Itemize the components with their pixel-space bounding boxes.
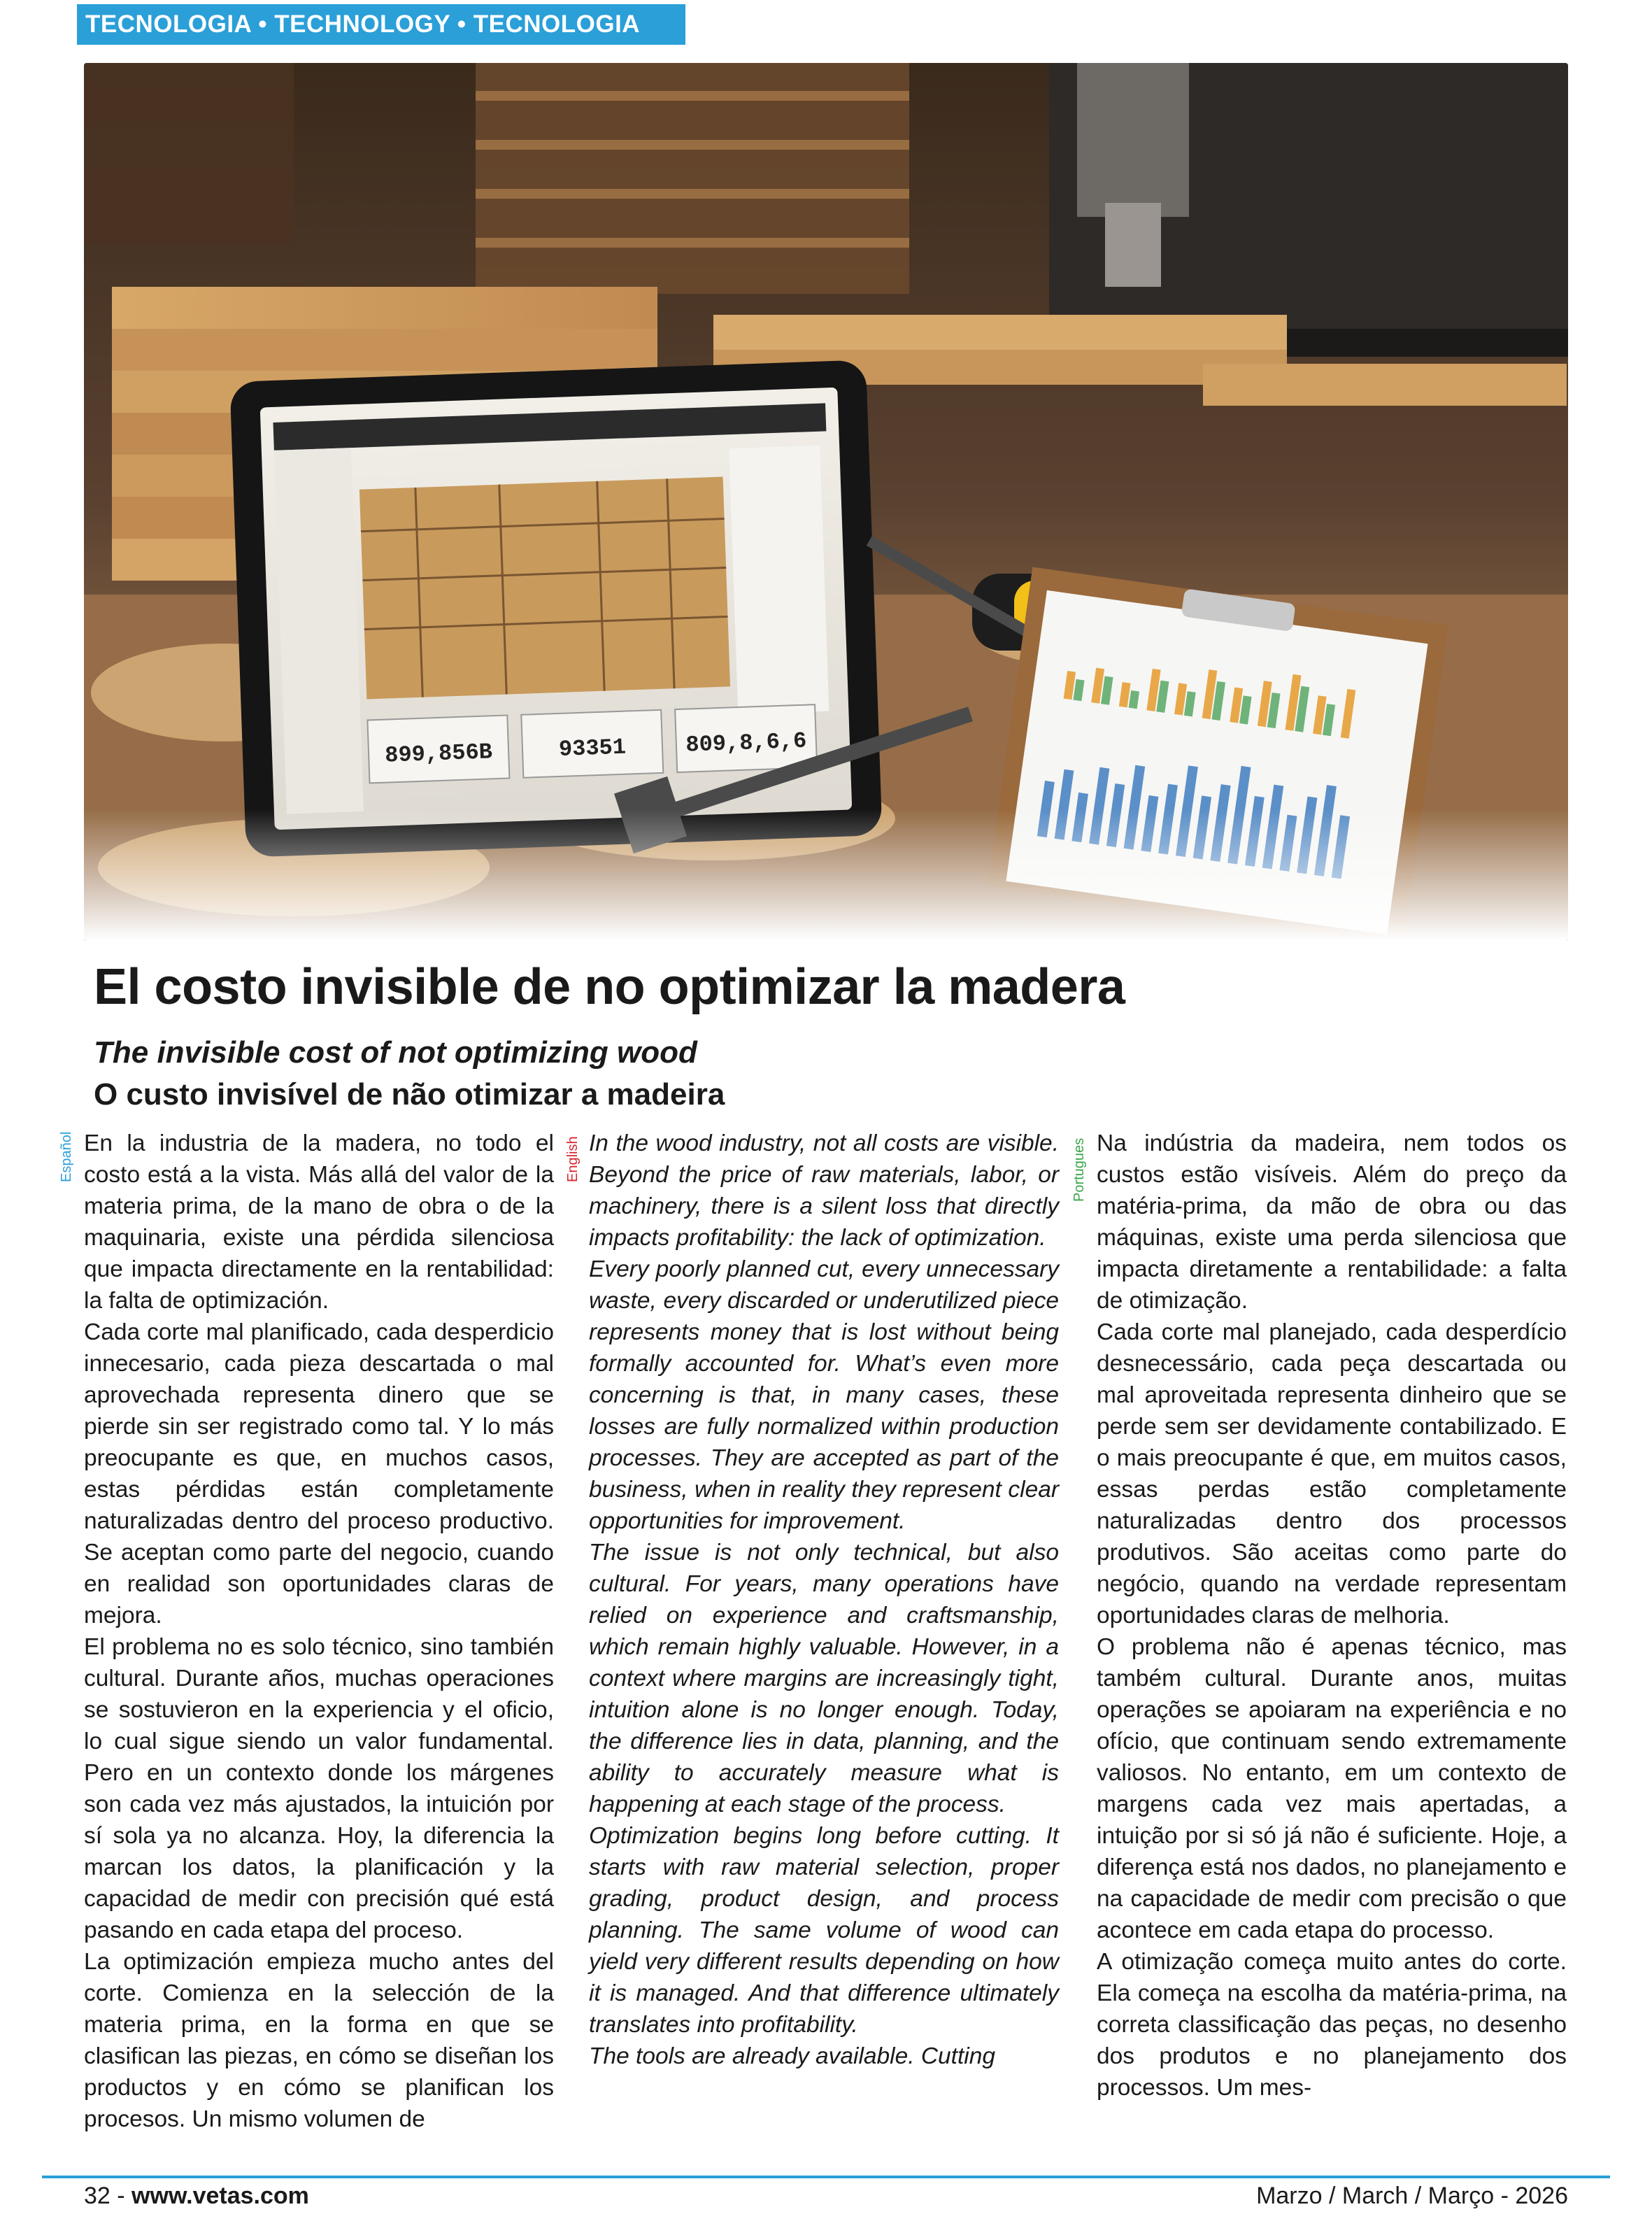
page-number: 32 - bbox=[84, 2183, 125, 2209]
footer-page-info bbox=[84, 2183, 309, 2210]
footer-divider bbox=[42, 2176, 1610, 2178]
paragraph: Optimization begins long before cutting. It starts with raw material selection, proper grading, product design, and process planning. The same volume of wood can yield very different results depending on how it is managed. And that difference ultimately translates into profitability. bbox=[589, 1823, 1059, 2038]
paragraph: A otimização começa muito antes do corte. Ela começa na escolha da matéria-prima, na correta classificação das peças, no desenho dos produtos e no planejamento dos processos. Um mes- bbox=[1097, 1949, 1567, 2101]
article-title-pt: O custo invisível de não otimizar a madeira bbox=[94, 1077, 725, 1112]
paragraph: Cada corte mal planificado, cada desperdicio innecesario, cada pieza descartada o mal aprovechada representa dinero que se pierde sin ser registrado como tal. Y lo más preocupante es que, en muchos casos, estas pérdidas están completamente naturalizadas dentro del proceso productivo. Se aceptan como parte del negocio, cuando en realidad son oportunidades claras de mejora. bbox=[84, 1319, 554, 1629]
site-link[interactable]: www.vetas.com bbox=[131, 2183, 309, 2209]
lang-label-pt: Portugues bbox=[1071, 1137, 1087, 1202]
paragraph: In the wood industry, not all costs are visible. Beyond the price of raw materials, labor, or machinery, there is a silent loss that directly impacts profitability: the lack of optimization. bbox=[589, 1130, 1059, 1251]
column-portuguese bbox=[1097, 1128, 1567, 2103]
paragraph: El problema no es solo técnico, sino también cultural. Durante años, muchas operaciones se sostuvieron en la experiencia y el oficio, lo cual sigue siendo un valor fundamental. Pero en un contexto donde los márgenes son cada vez más ajustados, la intuición por sí sola ya no alcanza. Hoy, la diferencia la marcan los datos, la planificación y la capacidad de medir con precisión qué está pasando en cada etapa del proceso. bbox=[84, 1634, 554, 1943]
paragraph: The tools are already available. Cutting bbox=[589, 2043, 995, 2069]
paragraph: La optimización empieza mucho antes del corte. Comienza en la selección de la materia prima, en la forma en que se clasifican las piezas, en cómo se diseñan los productos y en cómo se planifican los procesos. Un mismo volumen de bbox=[84, 1949, 554, 2132]
section-tag: TECNOLOGIA • TECHNOLOGY • TECNOLOGIA bbox=[77, 4, 685, 45]
paragraph: Na indústria da madeira, nem todos os custos estão visíveis. Além do preço da matéria-prima, da mão de obra ou das máquinas, existe uma perda silenciosa que impacta diretamente a rentabilidade: a falta de otimização. bbox=[1097, 1130, 1567, 1314]
footer-issue-date: Marzo / March / Março - 2026 bbox=[1256, 2183, 1568, 2209]
paragraph: The issue is not only technical, but also cultural. For years, many operations have relied on experience and craftsmanship, which remain highly valuable. However, in a context where margins are increasingly tight, intuition alone is no longer enough. Today, the difference lies in data, planning, and the ability to accurately measure what is happening at each stage of the process. bbox=[589, 1540, 1059, 1817]
lang-label-es: Español bbox=[59, 1131, 74, 1182]
column-spanish bbox=[84, 1128, 554, 2135]
paragraph: En la industria de la madera, no todo el costo está a la vista. Más allá del valor de la materia prima, de la mano de obra o de la maquinaria, existe una pérdida silenciosa que impacta directamente en la rentabilidad: la falta de optimización. bbox=[84, 1130, 554, 1314]
paragraph: O problema não é apenas técnico, mas também cultural. Durante anos, muitas operações se apoiaram na experiência e no ofício, que continuam sendo extremamente valiosos. No entanto, em um contexto de margens cada vez mais apertadas, a intuição por si só já não é suficiente. Hoje, a diferença está nos dados, no planejamento e na capacidade de medir com precisão o que acontece em cada etapa do processo. bbox=[1097, 1634, 1567, 1943]
article-title-es: El costo invisible de no optimizar la madera bbox=[94, 959, 1125, 1015]
column-english bbox=[589, 1128, 1059, 2072]
article-title-en: The invisible cost of not optimizing wood bbox=[94, 1035, 697, 1070]
lang-label-en: English bbox=[565, 1136, 581, 1182]
paragraph: Every poorly planned cut, every unnecessary waste, every discarded or underutilized piece represents money that is lost without being formally accounted for. What’s even more concerning is that, in many cases, these losses are fully normalized within production processes. They are accepted as part of the business, when in reality they represent clear opportunities for improvement. bbox=[589, 1256, 1059, 1534]
hero-photo bbox=[84, 63, 1568, 941]
paragraph: Cada corte mal planejado, cada desperdício desnecessário, cada peça descartada ou mal aproveitada representa dinheiro que se perde sem ser devidamente contabilizado. E o mais preocupante é que, em muitos casos, essas perdas estão completamente naturalizadas dentro dos processos produtivos. São aceitas como parte do negócio, quando na verdade representam oportunidades claras de melhoria. bbox=[1097, 1319, 1567, 1629]
